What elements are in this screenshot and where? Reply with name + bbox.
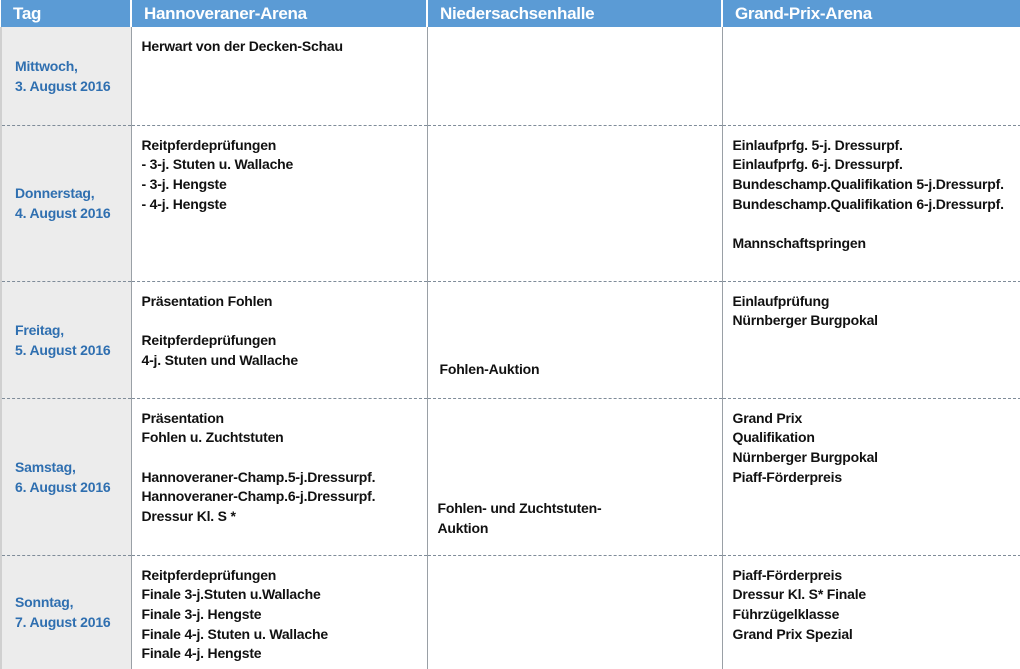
event-item: Fohlen- und Zuchtstuten- [437, 500, 602, 517]
event-item: Finale 3-j. Hengste [141, 605, 262, 622]
gp-cell [722, 281, 1020, 398]
event-item: Reitpferdeprüfungen [141, 331, 277, 348]
table-row [1, 125, 1020, 281]
halle-cell [427, 281, 722, 398]
date: 6. August 2016 [15, 478, 111, 495]
arena-cell [131, 398, 427, 555]
arena-cell [131, 555, 427, 669]
gp-cell [722, 27, 1020, 125]
table-row [1, 27, 1020, 125]
event-item: Auktion [437, 519, 489, 536]
gp-cell [722, 398, 1020, 555]
day-cell [1, 281, 131, 398]
event-item: Reitpferdeprüfungen [141, 136, 277, 153]
event-item: - 4-j. Hengste [141, 195, 227, 212]
event-item: Präsentation [141, 409, 224, 426]
event-item: Grand Prix Spezial [732, 625, 853, 642]
arena-cell [131, 125, 427, 281]
halle-event [440, 360, 540, 380]
spacer [142, 448, 419, 468]
arena-cell [131, 281, 427, 398]
event-item: Einlaufprfg. 6-j. Dressurpf. [732, 156, 903, 173]
halle-cell [427, 398, 722, 555]
event-item: Herwart von der Decken-Schau [141, 38, 343, 54]
event-item: Führzügelklasse [732, 605, 840, 622]
event-item: Piaff-Förderpreis [732, 468, 842, 485]
event-item: Qualifikation [732, 429, 815, 446]
event-item: Fohlen-Auktion [439, 360, 540, 377]
event-item: Einlaufprfg. 5-j. Dressurpf. [732, 136, 903, 153]
event-item: Präsentation Fohlen [141, 292, 273, 309]
event-item: Piaff-Förderpreis [732, 566, 842, 583]
day-cell [1, 27, 131, 125]
gp-cell [722, 555, 1020, 669]
event-item: - 3-j. Hengste [141, 175, 227, 192]
date: 4. August 2016 [15, 205, 111, 221]
event-item: Grand Prix [732, 409, 803, 426]
weekday: Samstag, [15, 458, 76, 475]
event-item: - 3-j. Stuten u. Wallache [141, 156, 294, 173]
weekday: Sonntag, [15, 594, 74, 610]
header-hannoveraner-arena: Hannoveraner-Arena [131, 0, 427, 27]
spacer [733, 214, 1013, 234]
day-cell [1, 398, 131, 555]
date: 3. August 2016 [15, 77, 111, 94]
event-item: Bundeschamp.Qualifikation 6-j.Dressurpf. [732, 195, 1004, 212]
header-niedersachsenhalle: Niedersachsenhalle [427, 0, 722, 27]
event-item: Hannoveraner-Champ.5-j.Dressurpf. [141, 468, 376, 485]
halle-cell [427, 27, 722, 125]
header-day: Tag [1, 0, 131, 27]
event-item: Reitpferdeprüfungen [141, 566, 277, 583]
event-item: Fohlen u. Zuchtstuten [141, 429, 284, 446]
halle-cell [427, 555, 722, 669]
event-item: Dressur Kl. S* Finale [732, 586, 867, 603]
event-item: Bundeschamp.Qualifikation 5-j.Dressurpf. [732, 175, 1004, 192]
event-item: Finale 3-j.Stuten u.Wallache [141, 586, 321, 603]
event-item: Nürnberger Burgpokal [732, 312, 878, 329]
halle-cell [427, 125, 722, 281]
weekday: Donnerstag, [15, 185, 95, 201]
arena-cell [131, 27, 427, 125]
header-grand-prix-arena: Grand-Prix-Arena [722, 0, 1020, 27]
gp-cell [722, 125, 1020, 281]
table-row [1, 555, 1020, 669]
event-item: Mannschaftspringen [732, 235, 866, 251]
date: 5. August 2016 [15, 341, 111, 358]
spacer [142, 311, 419, 331]
event-item: Nürnberger Burgpokal [732, 448, 878, 465]
day-cell [1, 555, 131, 669]
event-item: Finale 4-j. Hengste [141, 645, 262, 662]
event-item: Finale 4-j. Stuten u. Wallache [141, 625, 328, 642]
event-item: Dressur Kl. S * [141, 508, 236, 524]
event-item: Einlaufprüfung [732, 292, 830, 309]
day-cell [1, 125, 131, 281]
table-row [1, 281, 1020, 398]
weekday: Freitag, [15, 321, 64, 338]
header-row [1, 0, 1020, 27]
event-item: Hannoveraner-Champ.6-j.Dressurpf. [141, 488, 376, 505]
date: 7. August 2016 [15, 614, 111, 630]
weekday: Mittwoch, [15, 57, 78, 74]
halle-event [438, 499, 602, 538]
table-row [1, 398, 1020, 555]
event-item: 4-j. Stuten und Wallache [141, 351, 298, 368]
